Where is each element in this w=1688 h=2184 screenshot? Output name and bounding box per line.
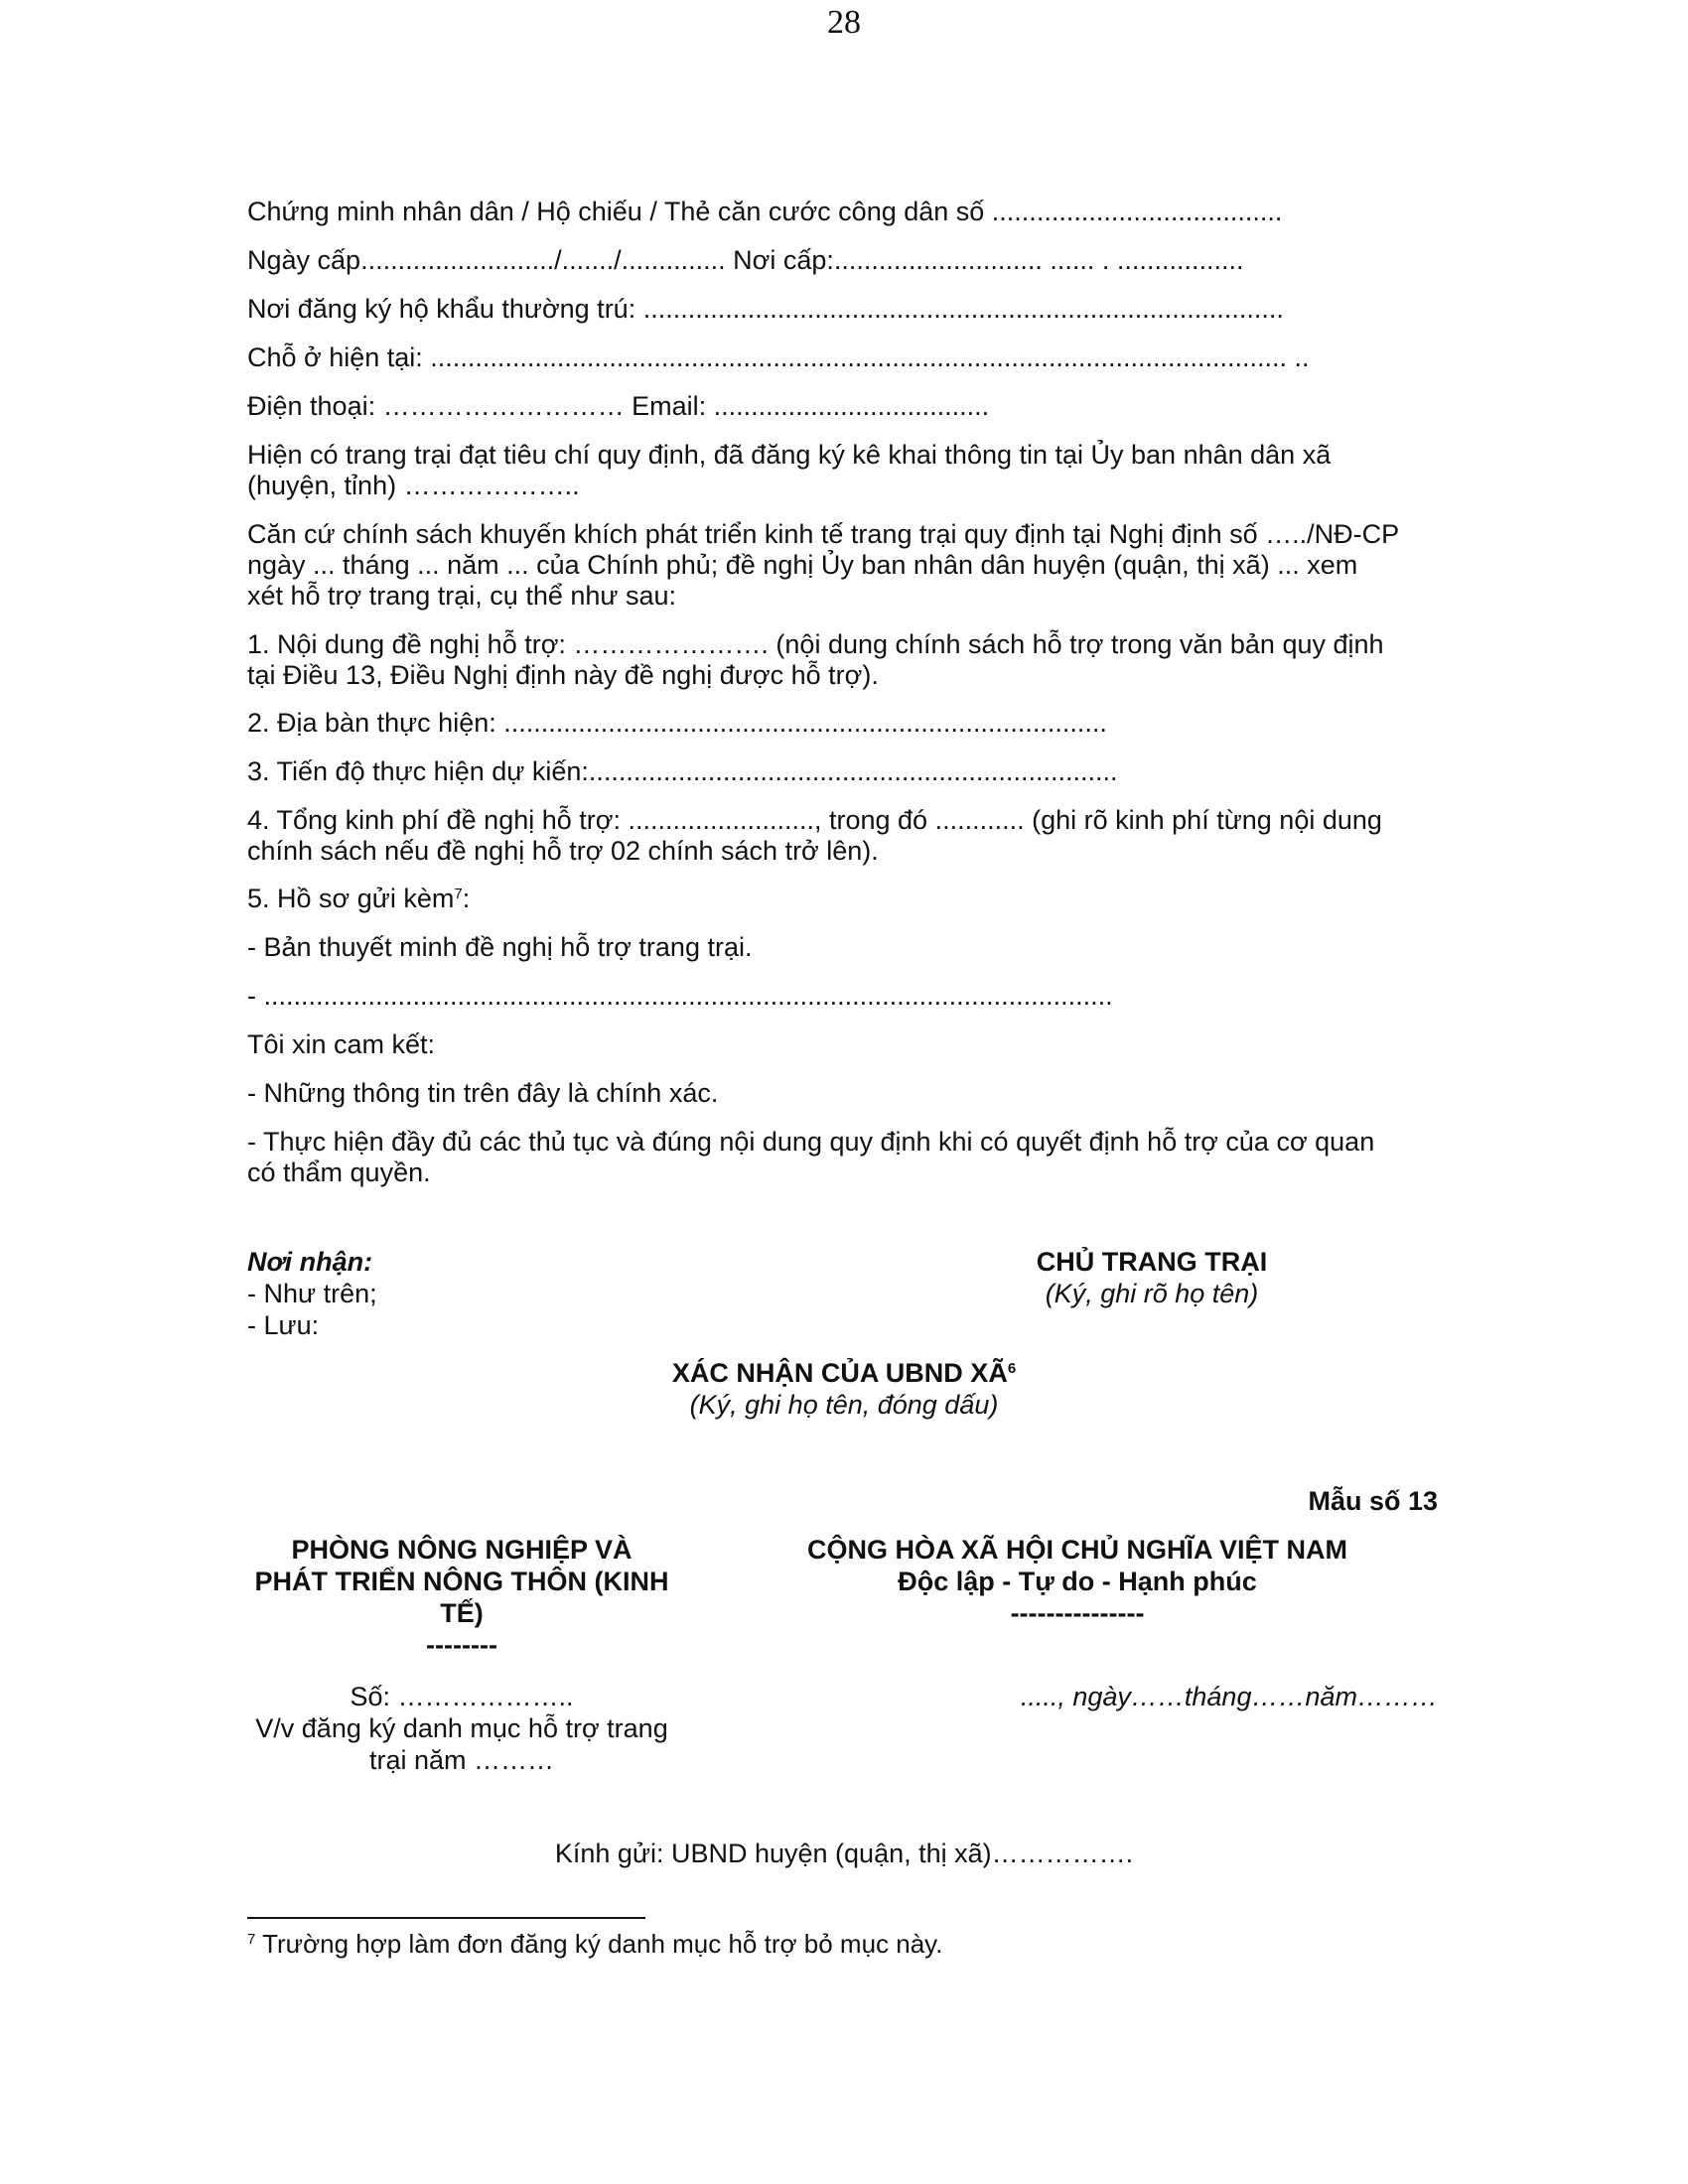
- document-number: Số: ………………..: [350, 1682, 574, 1711]
- item-5-colon: :: [462, 884, 471, 913]
- agency-line-1: PHÒNG NÔNG NGHIỆP VÀ: [291, 1535, 633, 1565]
- owner-signature-block: [953, 1246, 1350, 1309]
- item-3: 3. Tiến độ thực hiện dự kiến:.......................................................................: [247, 756, 1118, 786]
- farm-line-2: (huyện, tỉnh) ………………..: [247, 471, 580, 500]
- commitment-2-line-2: có thẩm quyền.: [247, 1158, 431, 1187]
- commune-confirmation-note: (Ký, ghi họ tên, đóng dấu): [689, 1390, 999, 1420]
- footnote-7: [247, 1929, 942, 1960]
- footnote-ref-7: 7: [454, 886, 463, 902]
- page-number: 28: [827, 4, 861, 41]
- national-header: [755, 1534, 1400, 1629]
- recipients-item-2: - Lưu:: [247, 1310, 320, 1340]
- footnote-text: Trường hợp làm đơn đăng ký danh mục hỗ trợ bỏ mục này.: [255, 1929, 943, 1959]
- form-number: Mẫu số 13: [1308, 1486, 1438, 1516]
- commitment-2-line-1: - Thực hiện đầy đủ các thủ tục và đúng nội dung quy định khi có quyết định hỗ trợ của cơ quan: [247, 1127, 1375, 1157]
- farm-line-1: Hiện có trang trại đạt tiêu chí quy định, đã đăng ký kê khai thông tin tại Ủy ban nhân dân xã: [247, 440, 1332, 470]
- attachment-2: - ..................................................................................................................: [247, 981, 1113, 1011]
- nation-line-2: Độc lập - Tự do - Hạnh phúc: [898, 1567, 1257, 1596]
- basis-line-1: Căn cứ chính sách khuyến khích phát triển kinh tế trang trại quy định tại Nghị định số …../NĐ-CP: [247, 519, 1400, 549]
- item-4-line-1: 4. Tổng kinh phí đề nghị hỗ trợ: ........................., trong đó ............ (ghi rõ kinh phí từng nội dung: [247, 805, 1382, 835]
- basis-paragraph: [247, 519, 1439, 612]
- item-5-label: 5. Hồ sơ gửi kèm: [247, 884, 455, 913]
- item-4-line-2: chính sách nếu đề nghị hỗ trợ 02 chính sách trở lên).: [247, 836, 879, 866]
- nation-line-1: CỘNG HÒA XÃ HỘI CHỦ NGHĨA VIỆT NAM: [806, 1535, 1347, 1565]
- issue-date-line: Ngày cấp........................../......./.............. Nơi cấp:............................ ...... . .................: [247, 245, 1244, 275]
- agency-line-3: TẾ): [440, 1598, 484, 1628]
- recipients-title: Nơi nhận:: [247, 1247, 373, 1277]
- nation-rule: ---------------: [1010, 1598, 1145, 1628]
- commune-confirmation-title-row: [596, 1357, 1092, 1389]
- item-2: 2. Địa bàn thực hiện: .................................................................................: [247, 708, 1107, 738]
- commitment-2: [247, 1127, 1439, 1188]
- subject-line-2: trại năm ………: [368, 1745, 555, 1775]
- item-1-line-1: 1. Nội dung đề nghị hỗ trợ: …………………. (nội dung chính sách hỗ trợ trong văn bản quy định: [247, 629, 1384, 659]
- footnote-ref-6: 6: [1007, 1360, 1017, 1377]
- document-number-block: [218, 1681, 705, 1776]
- footnote-marker: 7: [247, 1931, 256, 1948]
- owner-signature-note: (Ký, ghi rõ họ tên): [1045, 1279, 1259, 1308]
- commitment-title: Tôi xin cam kết:: [247, 1029, 436, 1059]
- commitment-1: - Những thông tin trên đây là chính xác.: [247, 1078, 719, 1108]
- agency-header: [218, 1534, 705, 1661]
- basis-line-2: ngày ... tháng ... năm ... của Chính phủ; đề nghị Ủy ban nhân dân huyện (quận, thị xã) ... xem: [247, 550, 1358, 580]
- item-4: [247, 805, 1439, 867]
- commune-confirmation-title: XÁC NHẬN CỦA UBND XÃ: [671, 1358, 1008, 1388]
- item-1: [247, 629, 1439, 691]
- addressee-line: Kính gửi: UBND huyện (quận, thị xã)…………….: [554, 1839, 1134, 1868]
- attachment-1: - Bản thuyết minh đề nghị hỗ trợ trang trại.: [247, 932, 753, 962]
- agency-line-2: PHÁT TRIỂN NÔNG THÔN (KINH: [254, 1567, 669, 1596]
- item-5: [247, 884, 1439, 914]
- subject-line-1: V/v đăng ký danh mục hỗ trợ trang: [255, 1713, 668, 1743]
- basis-line-3: xét hỗ trợ trang trại, cụ thể như sau:: [247, 581, 676, 611]
- agency-rule: --------: [426, 1630, 497, 1660]
- footnote-separator: [247, 1917, 645, 1919]
- date-line: ....., ngày……tháng……năm………: [1020, 1682, 1438, 1711]
- recipients-item-1: - Như trên;: [247, 1279, 377, 1308]
- current-residence-line: Chỗ ở hiện tại: ................................................................................................................... ..: [247, 342, 1310, 372]
- item-1-line-2: tại Điều 13, Điều Nghị định này đề nghị được hỗ trợ).: [247, 660, 879, 690]
- phone-email-line: Điện thoại: ……………………… Email: .....................................: [247, 391, 990, 421]
- farm-paragraph: [247, 440, 1439, 501]
- owner-signature-title: CHỦ TRANG TRẠI: [1036, 1247, 1268, 1277]
- id-card-line: Chứng minh nhân dân / Hộ chiếu / Thẻ căn cước công dân số .......................................: [247, 197, 1283, 226]
- registered-residence-line: Nơi đăng ký hộ khẩu thường trú: ......................................................................................: [247, 294, 1284, 324]
- commune-confirmation-block: [596, 1357, 1092, 1421]
